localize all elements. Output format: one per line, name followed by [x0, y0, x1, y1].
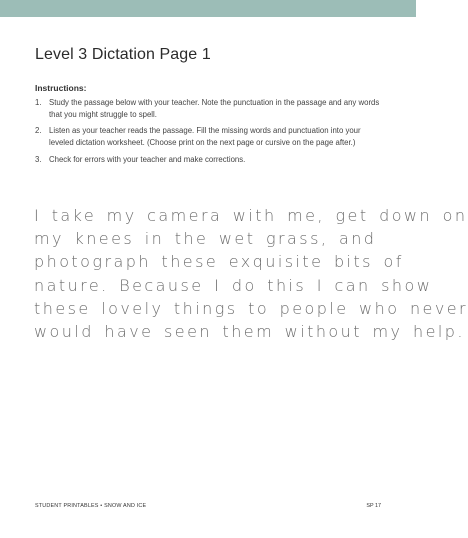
instruction-item [35, 125, 380, 148]
instruction-number: 2. [35, 126, 42, 136]
instruction-number: 1. [35, 98, 42, 107]
passage-line: these lovely things to people who never [34, 298, 468, 318]
passage-line: photograph these exquisite bits of [34, 252, 404, 272]
instruction-item [35, 97, 380, 120]
instruction-item [35, 154, 380, 166]
instruction-number: 3. [35, 154, 42, 164]
page-title: Level 3 Dictation Page 1 [35, 46, 211, 63]
instruction-text: Listen as your teacher reads the passage. Fill the missing words and punctuation into your leveled dictation worksheet. (Choose print on the next page or cursive on the page after.) [49, 126, 361, 148]
instruction-text: Check for errors with your teacher and make corrections. [49, 154, 246, 164]
passage-line: nature. Because I do this I can show [34, 275, 433, 295]
instruction-text: Study the passage below with your teacher. Note the punctuation in the passage and any words that you might struggle to spell. [49, 98, 380, 119]
instructions-heading: Instructions: [35, 83, 87, 93]
instruction-list [35, 97, 380, 171]
page-number: SP 17 [366, 503, 381, 509]
top-color-band [0, 0, 416, 17]
dictation-passage [34, 204, 468, 343]
passage-line: my knees in the wet grass, and [34, 229, 377, 249]
passage-line: I take my camera with me, get down on [34, 206, 468, 225]
footer-source: STUDENT PRINTABLES • SNOW AND ICE [35, 503, 147, 509]
passage-line: would have seen them without my help. [34, 322, 465, 342]
